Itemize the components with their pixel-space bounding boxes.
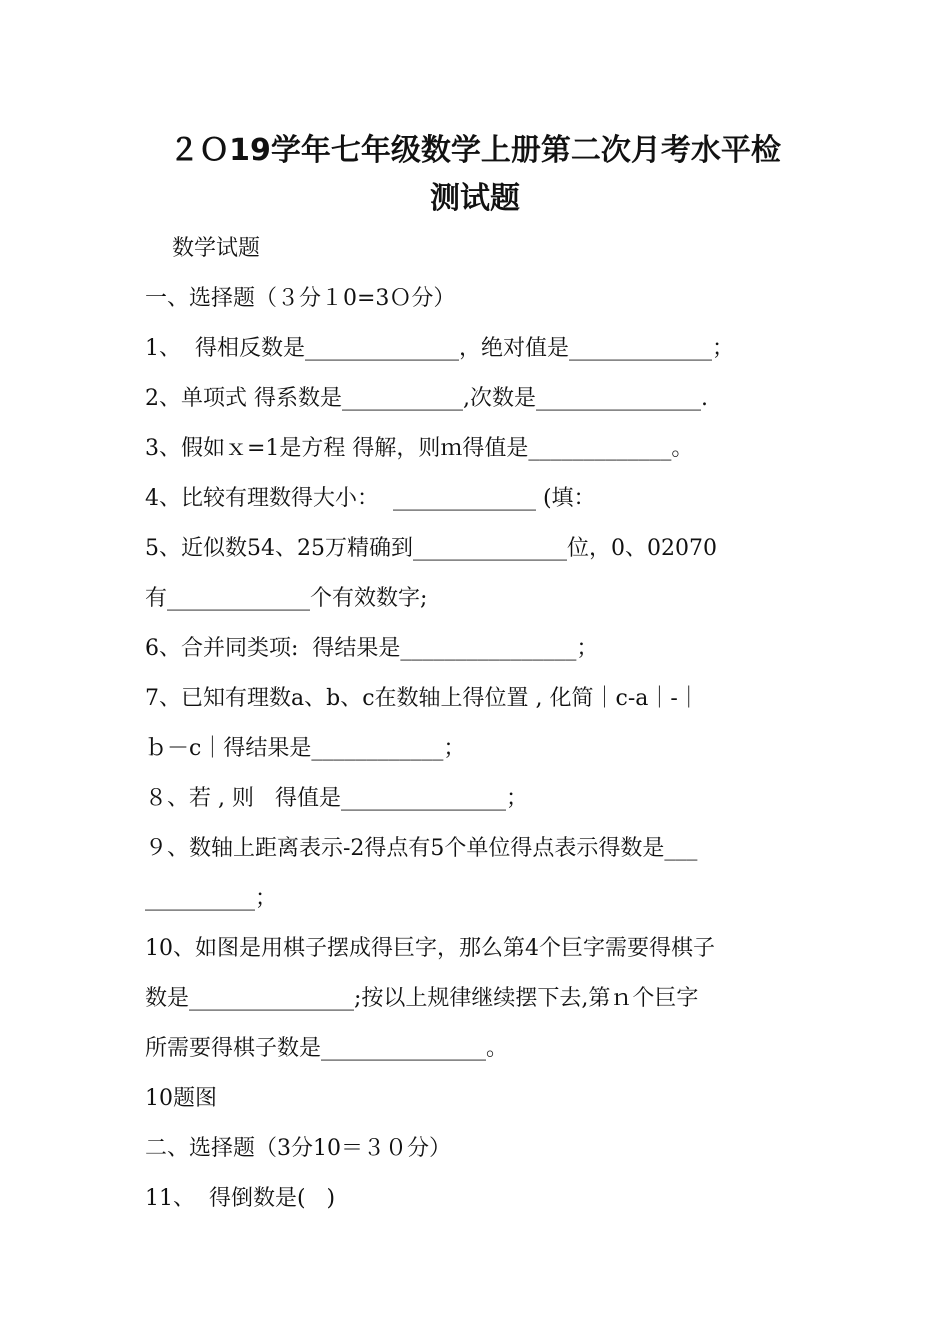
question-11: 11、 得倒数是( )	[145, 1186, 336, 1211]
question-4: 4、比较有理数得大小： _____________ (填：	[145, 486, 596, 511]
subject-subtitle: 数学试题	[172, 236, 261, 261]
question-1: 1、 得相反数是______________，绝对值是_____________；	[145, 336, 734, 361]
question-7-continued: ｂ－c｜得结果是____________；	[145, 736, 466, 761]
question-7: 7、已知有理数a、b、c在数轴上得位置 , 化简｜c-a｜-｜	[145, 686, 700, 711]
question-6: 6、合并同类项: 得结果是________________；	[145, 636, 599, 661]
exam-title-line-2: 测试题	[430, 181, 520, 216]
question-10: 10、如图是用棋子摆成得巨字，那么第4个巨字需要得棋子	[145, 936, 715, 961]
section-heading-1: 一、选择题（３分１0=3Ｏ分）	[145, 286, 456, 311]
question-3: 3、假如ｘ=1是方程 得解，则ｍ得值是_____________。	[145, 436, 694, 461]
question-2: 2、单项式 得系数是___________,次数是_______________.	[145, 386, 708, 411]
question-9-continued: __________；	[145, 886, 278, 911]
figure-caption: 10题图	[145, 1086, 217, 1111]
question-8: ８、若 , 则 得值是_______________；	[145, 786, 528, 811]
question-5: 5、近似数54、25万精确到______________位，0、02070	[145, 536, 717, 561]
question-10-continued-1: 数是_______________;按以上规律继续摆下去,第ｎ个巨字	[145, 986, 699, 1011]
section-heading-2: 二、选择题（3分10＝３０分）	[145, 1136, 451, 1161]
question-5-continued: 有_____________个有效数字;	[145, 586, 428, 611]
question-9: ９、数轴上距离表示-2得点有5个单位得点表示得数是___	[145, 836, 698, 861]
exam-title-line-1: ２Ｏ19学年七年级数学上册第二次月考水平检	[169, 133, 781, 168]
question-10-continued-2: 所需要得棋子数是_______________。	[145, 1036, 509, 1061]
